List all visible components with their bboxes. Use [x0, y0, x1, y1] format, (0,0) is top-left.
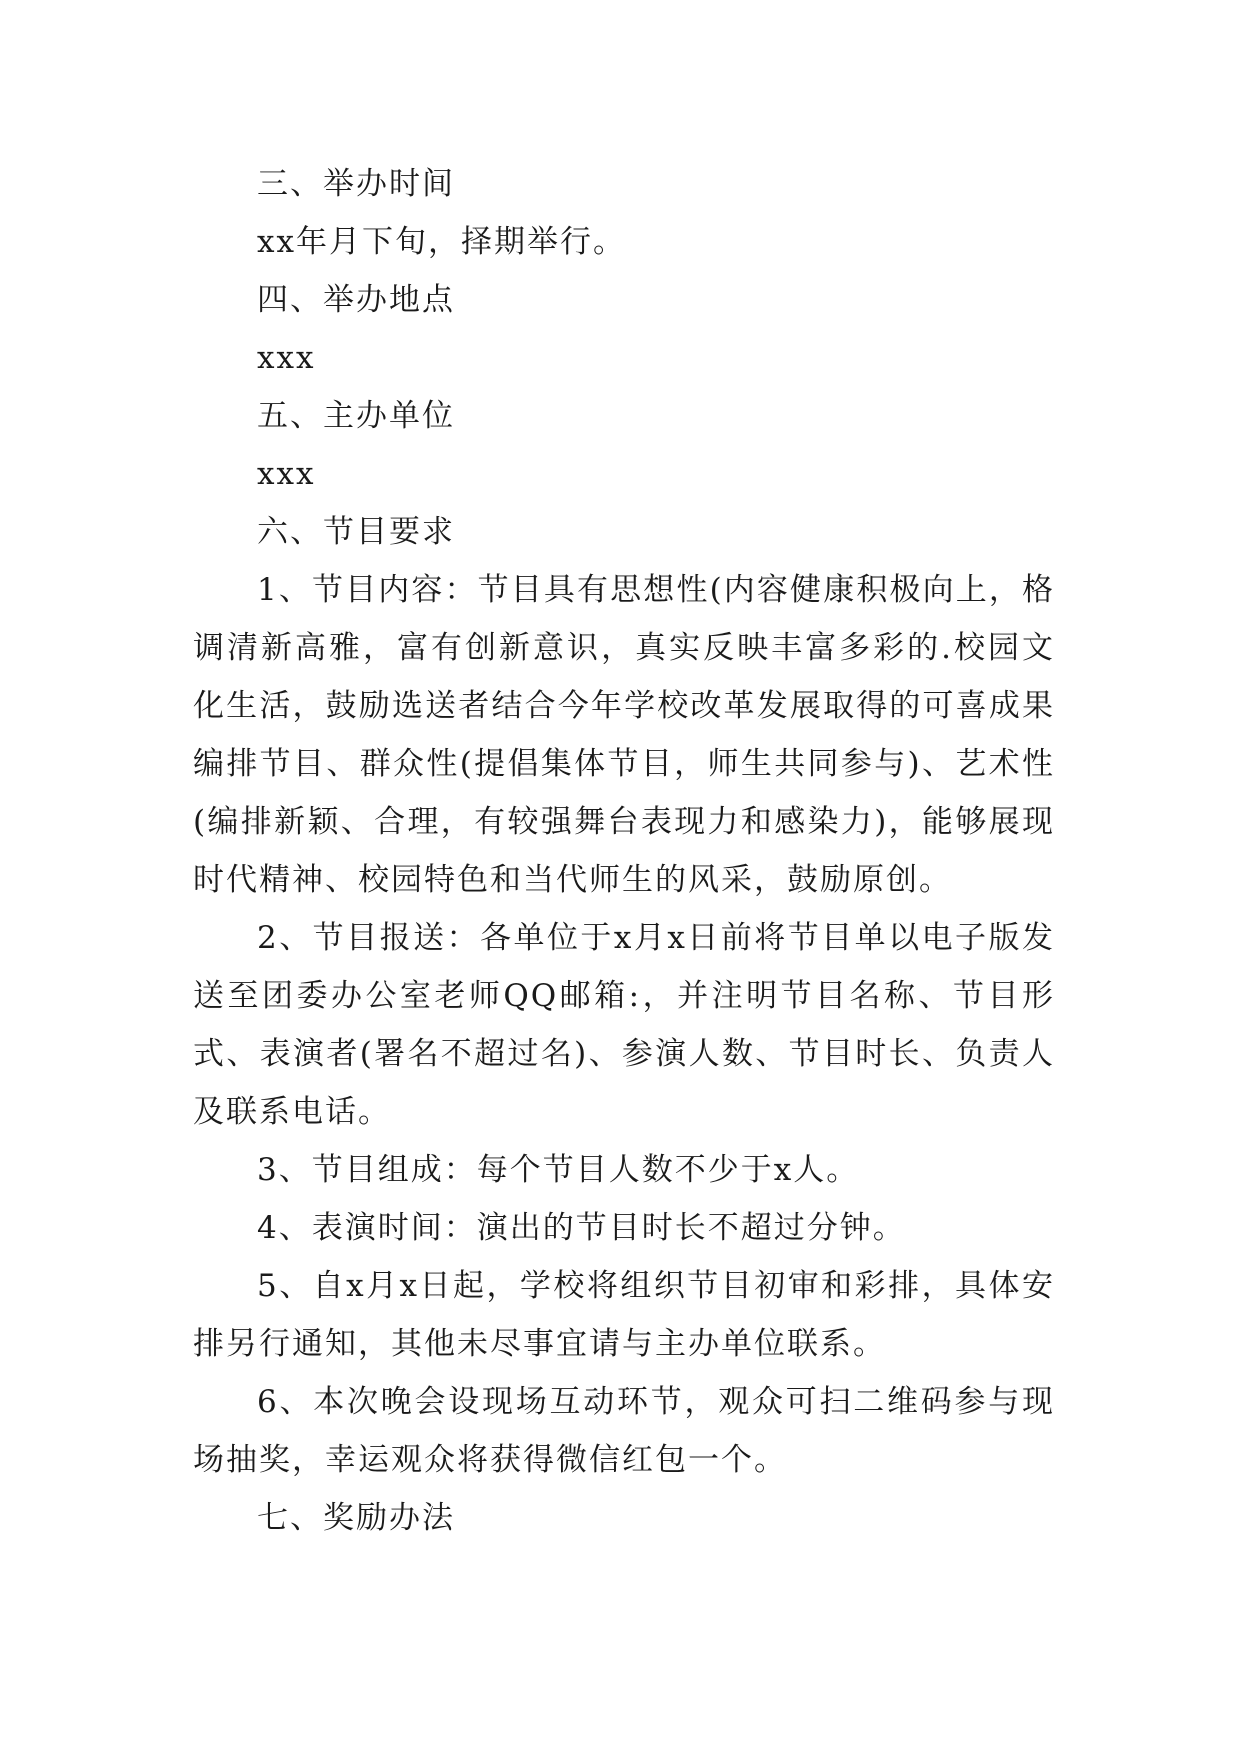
location-text: xxx — [257, 340, 316, 376]
section-heading-time: 三、举办时间 — [257, 166, 455, 202]
requirement-item-6: 6、本次晚会设现场互动环节，观众可扫二维码参与现场抽奖，幸运观众将获得微信红包一个。 — [193, 1384, 1055, 1478]
organizer-text: xxx — [257, 456, 316, 492]
requirement-item-3: 3、节目组成：每个节目人数不少于x人。 — [257, 1152, 860, 1188]
requirement-item-2: 2、节目报送：各单位于x月x日前将节目单以电子版发送至团委办公室老师QQ邮箱:，并注明节目名称、节目形式、表演者(署名不超过名)、参演人数、节目时长、负责人及联系电话。 — [193, 920, 1055, 1130]
section-heading-organizer: 五、主办单位 — [257, 398, 455, 434]
requirement-item-5: 5、自x月x日起，学校将组织节目初审和彩排，具体安排另行通知，其他未尽事宜请与主办单位联系。 — [193, 1268, 1055, 1362]
requirement-item-1: 1、节目内容：节目具有思想性(内容健康积极向上，格调清新高雅，富有创新意识，真实反映丰富多彩的.校园文化生活，鼓励选送者结合今年学校改革发展取得的可喜成果编排节目、群众性(提倡集体节目，师生共同参与)、艺术性(编排新颖、合理，有较强舞台表现力和感染力)，能够展现时代精神、校园特色和当代师生的风采，鼓励原创。 — [193, 572, 1055, 898]
document-page — [193, 155, 1055, 1547]
section-heading-location: 四、举办地点 — [257, 282, 455, 318]
requirement-item-4: 4、表演时间：演出的节目时长不超过分钟。 — [257, 1210, 906, 1246]
section-heading-requirements: 六、节目要求 — [257, 514, 455, 550]
section-heading-awards: 七、奖励办法 — [257, 1500, 455, 1536]
time-text: xx年月下旬，择期举行。 — [257, 224, 626, 260]
